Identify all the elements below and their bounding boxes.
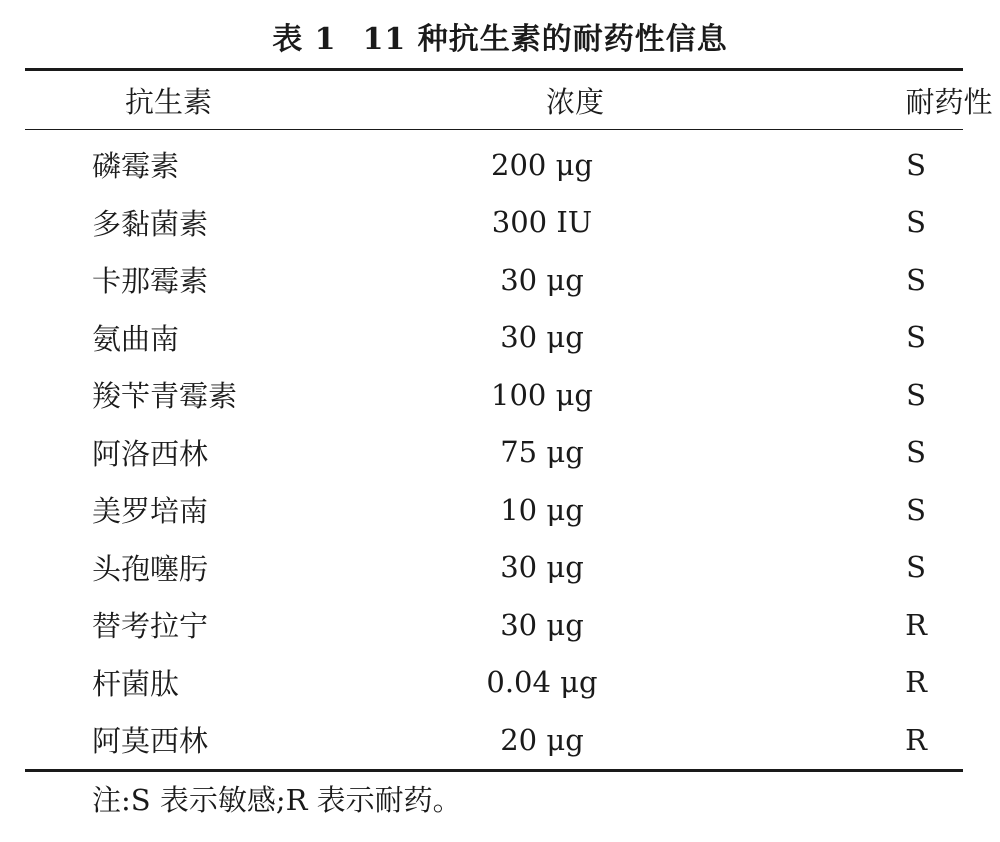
cell-antibiotic: 氨曲南 xyxy=(92,321,180,356)
header-row xyxy=(25,71,1000,129)
cell-antibiotic: 阿洛西林 xyxy=(92,436,209,471)
cell-concentration: 100 μg xyxy=(491,377,593,412)
cell-antibiotic: 磷霉素 xyxy=(92,149,180,184)
table-grid xyxy=(25,71,1000,129)
cell-antibiotic: 羧苄青霉素 xyxy=(92,379,238,414)
table-row xyxy=(25,194,1000,252)
table-row xyxy=(25,309,1000,367)
cell-resistance: S xyxy=(906,205,926,240)
cell-resistance: S xyxy=(906,147,926,182)
cell-resistance: S xyxy=(906,550,926,585)
cell-resistance: R xyxy=(905,665,927,700)
cell-antibiotic: 杆菌肽 xyxy=(92,666,180,701)
cell-concentration: 300 IU xyxy=(491,205,593,240)
cell-resistance: R xyxy=(905,607,927,642)
cell-antibiotic: 多黏菌素 xyxy=(92,206,209,241)
cell-concentration: 30 μg xyxy=(500,607,584,642)
table-row xyxy=(25,366,1000,424)
cell-resistance: S xyxy=(906,435,926,470)
resistance-table xyxy=(25,68,993,772)
cell-antibiotic: 头孢噻肟 xyxy=(92,551,209,586)
table-row xyxy=(25,424,1000,482)
cell-concentration: 0.04 μg xyxy=(486,665,598,700)
cell-resistance: R xyxy=(905,722,927,757)
cell-concentration: 20 μg xyxy=(500,722,584,757)
cell-resistance: S xyxy=(906,320,926,355)
table-row xyxy=(25,481,1000,539)
table-row xyxy=(25,539,1000,597)
header-resistance: 耐药性 xyxy=(905,84,993,119)
cell-antibiotic: 替考拉宁 xyxy=(92,609,209,644)
cell-antibiotic: 美罗培南 xyxy=(92,494,209,529)
cell-concentration: 30 μg xyxy=(500,550,584,585)
table-row xyxy=(25,130,1000,194)
cell-concentration: 75 μg xyxy=(500,435,584,470)
cell-antibiotic: 卡那霉素 xyxy=(92,264,209,299)
cell-concentration: 30 μg xyxy=(500,262,584,297)
cell-concentration: 200 μg xyxy=(491,147,593,182)
table-row xyxy=(25,596,1000,654)
table-caption xyxy=(0,14,1000,58)
table-row xyxy=(25,654,1000,712)
cell-resistance: S xyxy=(906,377,926,412)
header-antibiotic: 抗生素 xyxy=(125,84,213,119)
table-title: 11 种抗生素的耐药性信息 xyxy=(362,22,728,57)
cell-resistance: S xyxy=(906,262,926,297)
bottom-rule xyxy=(25,769,963,772)
table-footnote: 注:S 表示敏感;R 表示耐药。 xyxy=(92,783,462,817)
cell-resistance: S xyxy=(906,492,926,527)
table-label: 表 1 xyxy=(272,22,337,57)
table-row xyxy=(25,251,1000,309)
cell-concentration: 10 μg xyxy=(500,492,584,527)
cell-concentration: 30 μg xyxy=(500,320,584,355)
table-row xyxy=(25,711,1000,769)
cell-antibiotic: 阿莫西林 xyxy=(92,724,209,759)
table-body-grid xyxy=(25,130,1000,769)
header-concentration: 浓度 xyxy=(545,84,604,119)
